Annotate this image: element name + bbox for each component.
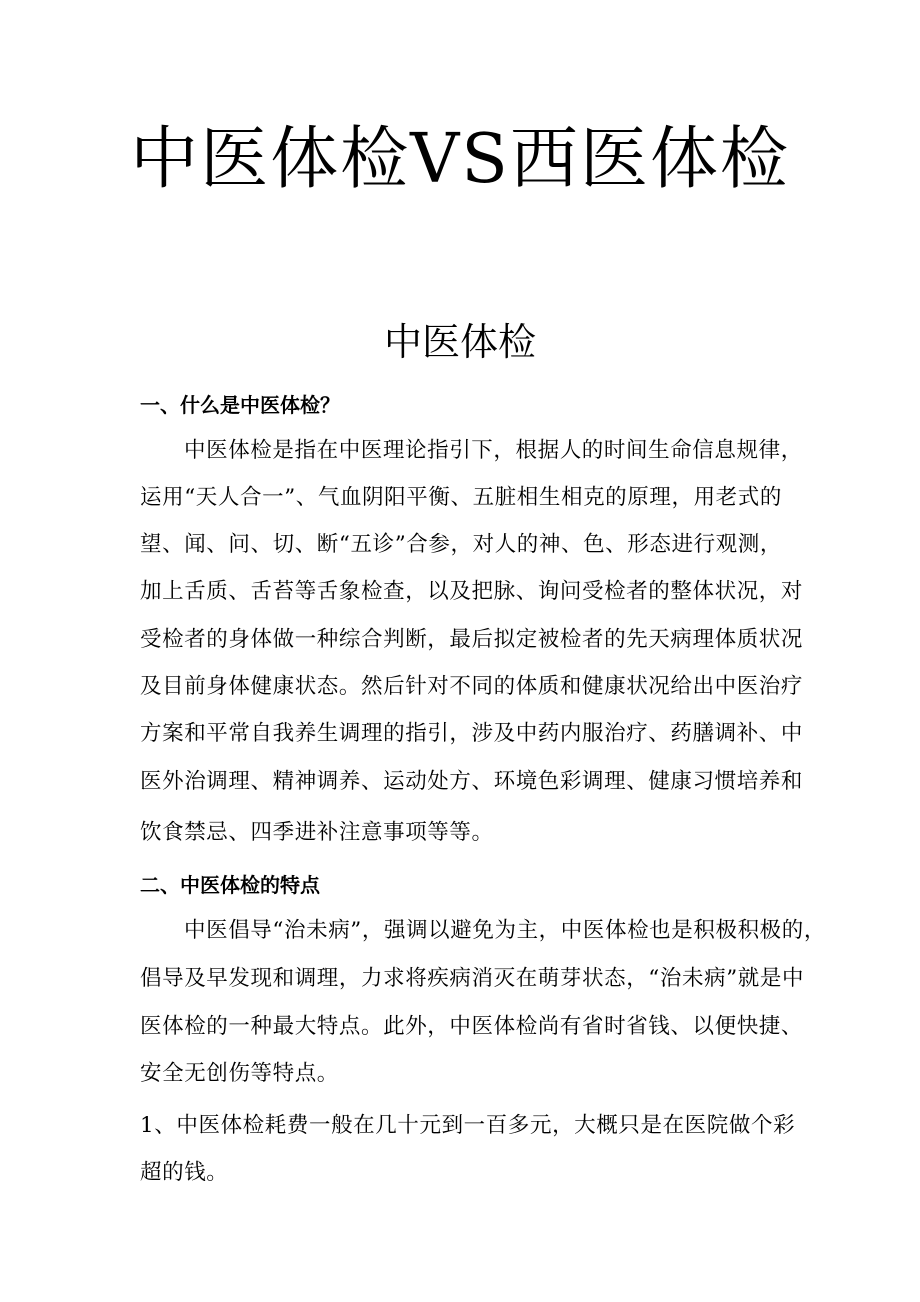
list-item-line: 超的钱。 bbox=[140, 1160, 229, 1185]
heading-what-is: 一、什么是中医体检？ bbox=[140, 393, 340, 417]
heading-features: 二、中医体检的特点 bbox=[140, 873, 320, 897]
paragraph-line: 加上舌质、舌苔等舌象检查，以及把脉、询问受检者的整体状况，对 bbox=[140, 579, 804, 604]
paragraph-line: 中医体检是指在中医理论指引下，根据人的时间生命信息规律， bbox=[184, 438, 803, 463]
paragraph-line: 饮食禁忌、四季进补注意事项等等。 bbox=[140, 820, 494, 845]
paragraph-line: 望、闻、问、切、断“五诊”合参，对人的神、色、形态进行观测， bbox=[140, 532, 782, 557]
paragraph-line: 医体检的一种最大特点。此外，中医体检尚有省时省钱、以便快捷、 bbox=[140, 1014, 804, 1039]
paragraph-line: 受检者的身体做一种综合判断，最后拟定被检者的先天病理体质状况 bbox=[140, 627, 804, 652]
paragraph-line: 医外治调理、精神调养、运动处方、环境色彩调理、健康习惯培养和 bbox=[140, 769, 804, 794]
list-item-line: 1、中医体检耗费一般在几十元到一百多元，大概只是在医院做个彩 bbox=[140, 1113, 796, 1138]
section-title: 中医体检 bbox=[383, 320, 536, 364]
paragraph-line: 及目前身体健康状态。然后针对不同的体质和健康状况给出中医治疗 bbox=[140, 674, 804, 699]
paragraph-line: 方案和平常自我养生调理的指引，涉及中药内服治疗、药膳调补、中 bbox=[140, 721, 804, 746]
paragraph-line: 运用“天人合一”、气血阴阳平衡、五脏相生相克的原理，用老式的 bbox=[140, 485, 782, 510]
paragraph-line: 中医倡导“治未病”，强调以避免为主，中医体检也是积极积极的， bbox=[184, 918, 826, 943]
document-title: 中医体检VS西医体检 bbox=[130, 120, 790, 199]
paragraph-line: 倡导及早发现和调理，力求将疾病消灭在萌芽状态，“治未病”就是中 bbox=[140, 966, 805, 991]
paragraph-line: 安全无创伤等特点。 bbox=[140, 1061, 339, 1086]
